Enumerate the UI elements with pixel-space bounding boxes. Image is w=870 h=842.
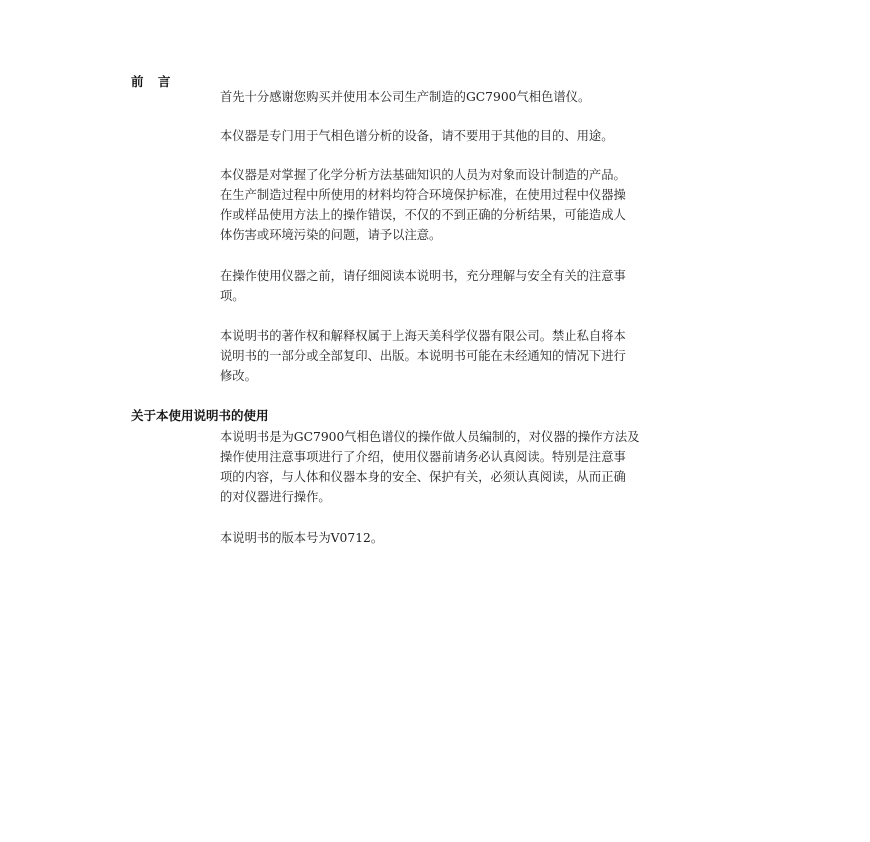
preface-paragraph-5 [220,326,735,386]
preface-paragraph-3 [220,165,735,245]
text-line: 本说明书的著作权和解释权属于上海天美科学仪器有限公司。禁止私自将本 [220,329,626,343]
text-line: 在生产制造过程中所使用的材料均符合环境保护标准，在使用过程中仪器操 [220,188,626,202]
text-line: 的对仪器进行操作。 [220,490,331,504]
text-line: 说明书的一部分或全部复印、出版。本说明书可能在未经通知的情况下进行 [220,349,626,363]
text-line: 本仪器是对掌握了化学分析方法基础知识的人员为对象而设计制造的产品。 [220,168,626,182]
text-line: 作或样品使用方法上的操作错误，不仅的不到正确的分析结果，可能造成人 [220,208,626,222]
usage-heading: 关于本使用说明书的使用 [131,408,269,423]
text-line: 本说明书是为GC7900气相色谱仪的操作做人员编制的，对仪器的操作方法及 [220,430,640,444]
text-line: 本仪器是专门用于气相色谱分析的设备，请不要用于其他的目的、用途。 [220,129,614,143]
preface-paragraph-4 [220,266,735,306]
preface-paragraph-1 [220,87,735,107]
text-line: 修改。 [220,369,257,383]
text-line: 操作使用注意事项进行了介绍，使用仪器前请务必认真阅读。特别是注意事 [220,450,626,464]
text-line: 首先十分感谢您购买并使用本公司生产制造的GC7900气相色谱仪。 [220,90,591,104]
text-line: 项。 [220,289,245,303]
text-line: 在操作使用仪器之前，请仔细阅读本说明书，充分理解与安全有关的注意事 [220,269,626,283]
usage-paragraph-2 [220,528,735,548]
text-line: 体伤害或环境污染的问题，请予以注意。 [220,228,442,242]
preface-heading: 前 言 [131,74,176,89]
text-line: 项的内容，与人体和仪器本身的安全、保护有关，必须认真阅读，从而正确 [220,470,626,484]
usage-paragraph-1 [220,427,735,507]
preface-paragraph-2 [220,126,735,146]
text-line: 本说明书的版本号为V0712。 [220,531,384,545]
